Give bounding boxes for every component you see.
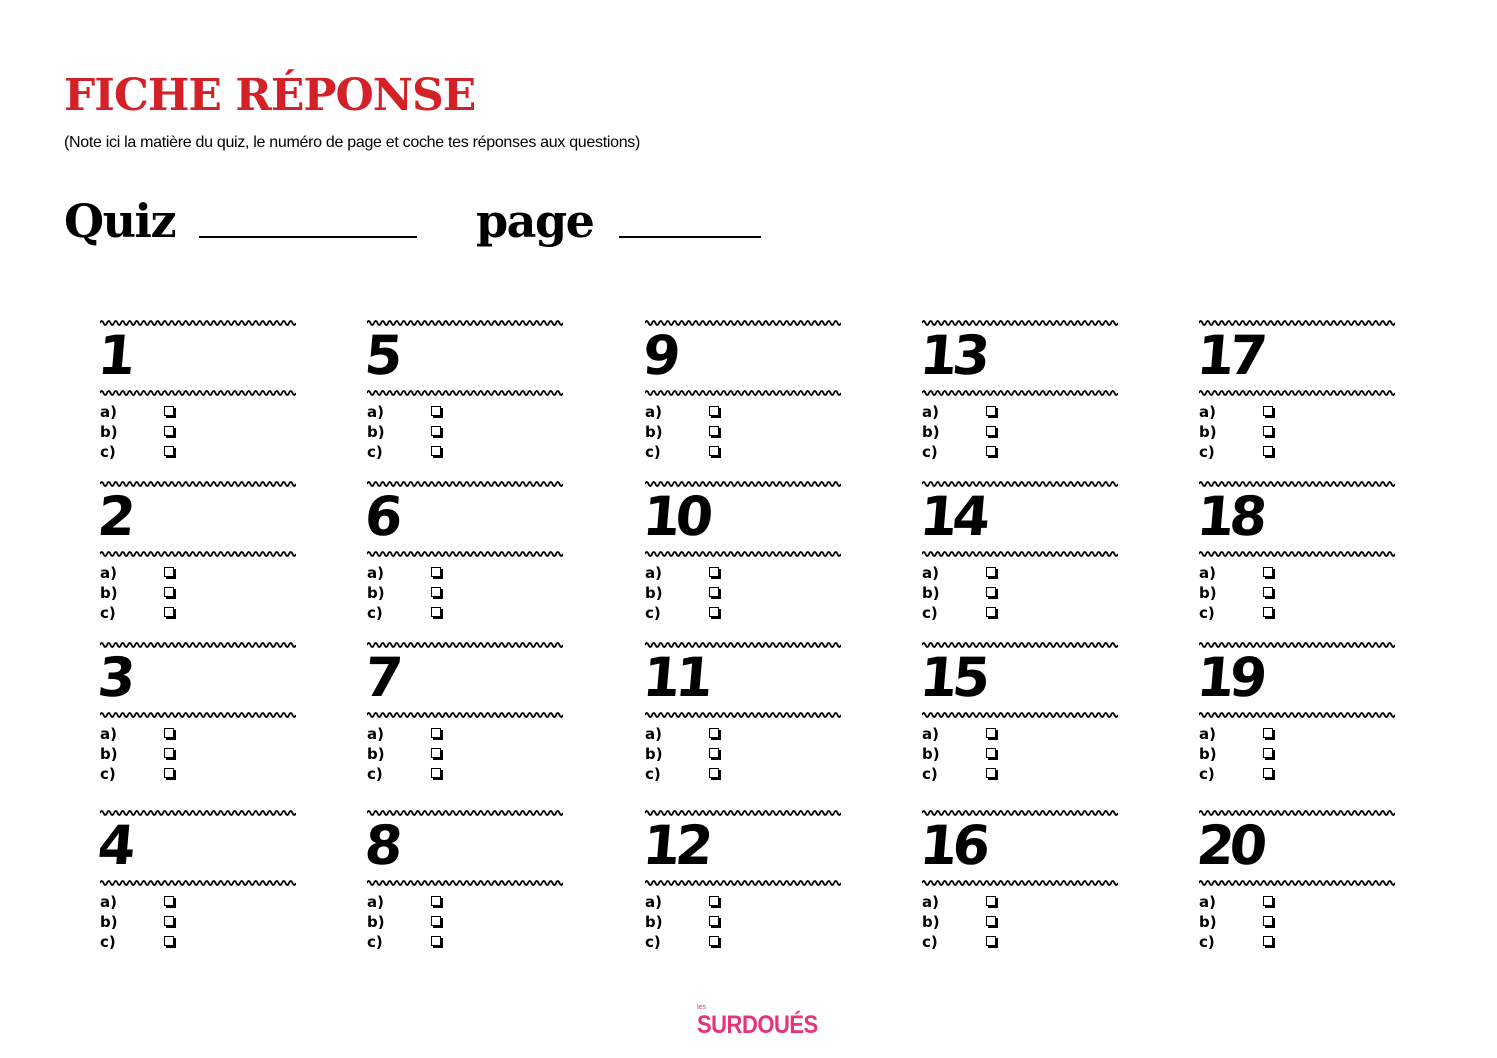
answer-option <box>645 603 765 623</box>
answer-option <box>367 932 487 952</box>
decorative-wave-divider <box>922 879 1118 887</box>
option-letter: c) <box>1199 604 1215 622</box>
answer-checkbox[interactable] <box>431 748 441 758</box>
question-block <box>362 319 567 469</box>
answer-option <box>1199 912 1319 932</box>
answer-checkbox[interactable] <box>709 728 719 738</box>
answer-option <box>645 724 765 744</box>
question-number: 16 <box>917 814 988 877</box>
decorative-wave-divider <box>367 550 563 558</box>
answer-option <box>100 422 220 442</box>
answer-option <box>367 724 487 744</box>
question-block <box>95 809 300 959</box>
decorative-wave-divider <box>922 711 1118 719</box>
answer-checkbox[interactable] <box>164 426 174 436</box>
option-letter: b) <box>367 913 385 931</box>
option-letter: c) <box>922 443 938 461</box>
answer-option <box>922 764 1042 784</box>
answer-option <box>645 402 765 422</box>
option-letter: b) <box>367 423 385 441</box>
answer-checkbox[interactable] <box>431 446 441 456</box>
answer-option <box>100 402 220 422</box>
answer-checkbox[interactable] <box>986 406 996 416</box>
decorative-wave-divider <box>367 389 563 397</box>
decorative-wave-divider <box>922 389 1118 397</box>
option-letter: c) <box>645 443 661 461</box>
answer-checkbox[interactable] <box>709 607 719 617</box>
answer-option <box>367 744 487 764</box>
question-number: 11 <box>640 646 711 709</box>
question-number: 1 <box>95 324 134 387</box>
question-number: 8 <box>362 814 401 877</box>
option-letter: c) <box>367 765 383 783</box>
answer-option <box>922 442 1042 462</box>
decorative-wave-divider <box>100 879 296 887</box>
answer-option <box>1199 764 1319 784</box>
answer-checkbox[interactable] <box>986 896 996 906</box>
page-label: page <box>476 194 594 248</box>
answer-option <box>922 912 1042 932</box>
answer-checkbox[interactable] <box>164 936 174 946</box>
decorative-wave-divider <box>645 389 841 397</box>
answer-option <box>922 892 1042 912</box>
answer-checkbox[interactable] <box>164 406 174 416</box>
answer-checkbox[interactable] <box>431 896 441 906</box>
question-block <box>1194 641 1399 791</box>
question-number: 15 <box>917 646 988 709</box>
answer-checkbox[interactable] <box>709 936 719 946</box>
decorative-wave-divider <box>645 711 841 719</box>
brand-logo <box>697 1004 818 1044</box>
decorative-wave-divider <box>367 879 563 887</box>
logo-main-text: SURDOUÉS <box>697 1010 818 1039</box>
answer-checkbox[interactable] <box>709 587 719 597</box>
question-block <box>917 480 1122 630</box>
answer-checkbox[interactable] <box>164 446 174 456</box>
option-letter: b) <box>367 745 385 763</box>
question-number: 7 <box>362 646 401 709</box>
answer-checkbox[interactable] <box>709 748 719 758</box>
question-block <box>917 809 1122 959</box>
option-letter: a) <box>100 893 117 911</box>
instructions-text: (Note ici la matière du quiz, le numéro de page et coche tes réponses aux questions) <box>64 134 641 151</box>
option-letter: b) <box>645 913 663 931</box>
option-letter: c) <box>367 933 383 951</box>
answer-checkbox[interactable] <box>431 426 441 436</box>
answer-option <box>100 724 220 744</box>
option-letter: b) <box>1199 913 1217 931</box>
option-letter: b) <box>645 745 663 763</box>
question-block <box>1194 809 1399 959</box>
answer-checkbox[interactable] <box>431 916 441 926</box>
answer-option <box>645 583 765 603</box>
answer-checkbox[interactable] <box>164 896 174 906</box>
answer-option <box>922 422 1042 442</box>
answer-checkbox[interactable] <box>431 936 441 946</box>
option-letter: c) <box>645 765 661 783</box>
answer-checkbox[interactable] <box>1263 446 1273 456</box>
answer-option <box>1199 892 1319 912</box>
option-letter: b) <box>1199 423 1217 441</box>
answer-checkbox[interactable] <box>431 607 441 617</box>
option-letter: a) <box>367 564 384 582</box>
answer-checkbox[interactable] <box>1263 936 1273 946</box>
decorative-wave-divider <box>645 550 841 558</box>
option-letter: c) <box>645 604 661 622</box>
option-letter: c) <box>1199 765 1215 783</box>
option-letter: a) <box>922 403 939 421</box>
question-block <box>917 319 1122 469</box>
answer-option <box>367 583 487 603</box>
answer-option <box>1199 744 1319 764</box>
answer-option <box>367 422 487 442</box>
answer-checkbox[interactable] <box>986 426 996 436</box>
answer-option <box>100 442 220 462</box>
answer-option <box>1199 603 1319 623</box>
question-block <box>917 641 1122 791</box>
answer-option <box>1199 583 1319 603</box>
option-letter: b) <box>922 423 940 441</box>
page-title: FICHE RÉPONSE <box>64 70 476 121</box>
decorative-wave-divider <box>645 879 841 887</box>
answer-checkbox[interactable] <box>986 567 996 577</box>
answer-option <box>100 764 220 784</box>
answer-option <box>645 764 765 784</box>
option-letter: a) <box>100 725 117 743</box>
answer-option <box>1199 442 1319 462</box>
answer-checkbox[interactable] <box>709 446 719 456</box>
answer-checkbox[interactable] <box>431 406 441 416</box>
question-block <box>640 480 845 630</box>
question-number: 9 <box>640 324 679 387</box>
option-letter: b) <box>922 745 940 763</box>
question-block <box>95 319 300 469</box>
question-number: 14 <box>917 485 988 548</box>
answer-option <box>922 402 1042 422</box>
answer-checkbox[interactable] <box>1263 587 1273 597</box>
answer-option <box>645 744 765 764</box>
answer-checkbox[interactable] <box>709 768 719 778</box>
option-letter: c) <box>100 933 116 951</box>
option-letter: a) <box>922 725 939 743</box>
answer-checkbox[interactable] <box>986 728 996 738</box>
option-letter: a) <box>1199 564 1216 582</box>
decorative-wave-divider <box>100 550 296 558</box>
answer-option <box>100 892 220 912</box>
answer-checkbox[interactable] <box>431 768 441 778</box>
answer-checkbox[interactable] <box>164 607 174 617</box>
answer-option <box>367 764 487 784</box>
option-letter: c) <box>922 765 938 783</box>
option-letter: a) <box>645 564 662 582</box>
answer-checkbox[interactable] <box>1263 728 1273 738</box>
logo-small-text: les <box>697 1004 706 1011</box>
option-letter: b) <box>1199 745 1217 763</box>
answer-option <box>367 912 487 932</box>
question-block <box>95 480 300 630</box>
answer-option <box>1199 402 1319 422</box>
question-number: 18 <box>1194 485 1265 548</box>
answer-checkbox[interactable] <box>1263 916 1273 926</box>
option-letter: c) <box>367 604 383 622</box>
answer-option <box>1199 563 1319 583</box>
option-letter: c) <box>1199 443 1215 461</box>
decorative-wave-divider <box>367 711 563 719</box>
question-block <box>362 809 567 959</box>
answer-option <box>645 932 765 952</box>
answer-checkbox[interactable] <box>164 748 174 758</box>
answer-option <box>1199 724 1319 744</box>
question-block <box>362 480 567 630</box>
question-block <box>640 319 845 469</box>
answer-checkbox[interactable] <box>164 728 174 738</box>
question-number: 3 <box>95 646 134 709</box>
option-letter: a) <box>645 893 662 911</box>
option-letter: a) <box>367 893 384 911</box>
option-letter: a) <box>367 725 384 743</box>
question-block <box>1194 480 1399 630</box>
question-number: 13 <box>917 324 988 387</box>
answer-checkbox[interactable] <box>1263 406 1273 416</box>
question-block <box>640 809 845 959</box>
answer-checkbox[interactable] <box>986 607 996 617</box>
answer-checkbox[interactable] <box>986 768 996 778</box>
question-number: 17 <box>1194 324 1265 387</box>
decorative-wave-divider <box>922 550 1118 558</box>
answer-option <box>100 932 220 952</box>
answer-checkbox[interactable] <box>1263 748 1273 758</box>
answer-option <box>367 402 487 422</box>
answer-checkbox[interactable] <box>164 587 174 597</box>
answer-option <box>645 563 765 583</box>
option-letter: a) <box>922 564 939 582</box>
option-letter: a) <box>367 403 384 421</box>
answer-checkbox[interactable] <box>709 896 719 906</box>
option-letter: a) <box>645 403 662 421</box>
answer-option <box>922 744 1042 764</box>
answer-checkbox[interactable] <box>709 426 719 436</box>
option-letter: b) <box>367 584 385 602</box>
answer-option <box>645 442 765 462</box>
answer-checkbox[interactable] <box>986 936 996 946</box>
answer-option <box>367 892 487 912</box>
option-letter: c) <box>100 443 116 461</box>
answer-option <box>100 563 220 583</box>
answer-checkbox[interactable] <box>986 916 996 926</box>
answer-checkbox[interactable] <box>431 567 441 577</box>
option-letter: a) <box>645 725 662 743</box>
question-number: 20 <box>1194 814 1265 877</box>
option-letter: a) <box>1199 893 1216 911</box>
answer-checkbox[interactable] <box>986 446 996 456</box>
question-number: 10 <box>640 485 711 548</box>
answer-option <box>367 563 487 583</box>
quiz-input-line[interactable] <box>199 236 417 238</box>
question-number: 19 <box>1194 646 1265 709</box>
option-letter: b) <box>100 423 118 441</box>
option-letter: c) <box>100 765 116 783</box>
decorative-wave-divider <box>1199 550 1395 558</box>
answer-checkbox[interactable] <box>986 587 996 597</box>
answer-checkbox[interactable] <box>709 406 719 416</box>
option-letter: c) <box>1199 933 1215 951</box>
answer-checkbox[interactable] <box>164 768 174 778</box>
option-letter: a) <box>100 403 117 421</box>
answer-checkbox[interactable] <box>1263 426 1273 436</box>
answer-option <box>922 603 1042 623</box>
answer-option <box>922 563 1042 583</box>
answer-option <box>922 724 1042 744</box>
question-number: 5 <box>362 324 401 387</box>
answer-checkbox[interactable] <box>1263 768 1273 778</box>
answer-option <box>100 912 220 932</box>
question-block <box>1194 319 1399 469</box>
question-block <box>95 641 300 791</box>
answer-option <box>922 583 1042 603</box>
question-number: 6 <box>362 485 401 548</box>
question-block <box>362 641 567 791</box>
answer-option <box>100 603 220 623</box>
option-letter: b) <box>1199 584 1217 602</box>
answer-checkbox[interactable] <box>1263 567 1273 577</box>
option-letter: b) <box>100 745 118 763</box>
answer-option <box>1199 932 1319 952</box>
option-letter: a) <box>1199 725 1216 743</box>
option-letter: c) <box>922 604 938 622</box>
answer-checkbox[interactable] <box>1263 896 1273 906</box>
option-letter: c) <box>100 604 116 622</box>
option-letter: a) <box>100 564 117 582</box>
answer-option <box>922 932 1042 952</box>
option-letter: a) <box>922 893 939 911</box>
question-number: 12 <box>640 814 711 877</box>
decorative-wave-divider <box>1199 711 1395 719</box>
answer-checkbox[interactable] <box>709 916 719 926</box>
answer-checkbox[interactable] <box>164 916 174 926</box>
answer-option <box>645 422 765 442</box>
answer-option <box>100 583 220 603</box>
answer-checkbox[interactable] <box>431 587 441 597</box>
answer-option <box>100 744 220 764</box>
option-letter: a) <box>1199 403 1216 421</box>
decorative-wave-divider <box>100 389 296 397</box>
option-letter: b) <box>645 584 663 602</box>
answer-checkbox[interactable] <box>164 567 174 577</box>
question-number: 4 <box>95 814 134 877</box>
decorative-wave-divider <box>1199 879 1395 887</box>
answer-checkbox[interactable] <box>1263 607 1273 617</box>
option-letter: b) <box>645 423 663 441</box>
option-letter: c) <box>645 933 661 951</box>
decorative-wave-divider <box>100 711 296 719</box>
answer-checkbox[interactable] <box>986 748 996 758</box>
option-letter: c) <box>367 443 383 461</box>
answer-option <box>367 442 487 462</box>
option-letter: c) <box>922 933 938 951</box>
answer-checkbox[interactable] <box>431 728 441 738</box>
page-input-line[interactable] <box>619 236 761 238</box>
answer-option <box>645 892 765 912</box>
answer-option <box>645 912 765 932</box>
answer-checkbox[interactable] <box>709 567 719 577</box>
option-letter: b) <box>100 584 118 602</box>
option-letter: b) <box>922 913 940 931</box>
option-letter: b) <box>100 913 118 931</box>
question-number: 2 <box>95 485 134 548</box>
option-letter: b) <box>922 584 940 602</box>
decorative-wave-divider <box>1199 389 1395 397</box>
question-block <box>640 641 845 791</box>
answer-option <box>1199 422 1319 442</box>
answer-option <box>367 603 487 623</box>
quiz-label: Quiz <box>64 194 176 248</box>
